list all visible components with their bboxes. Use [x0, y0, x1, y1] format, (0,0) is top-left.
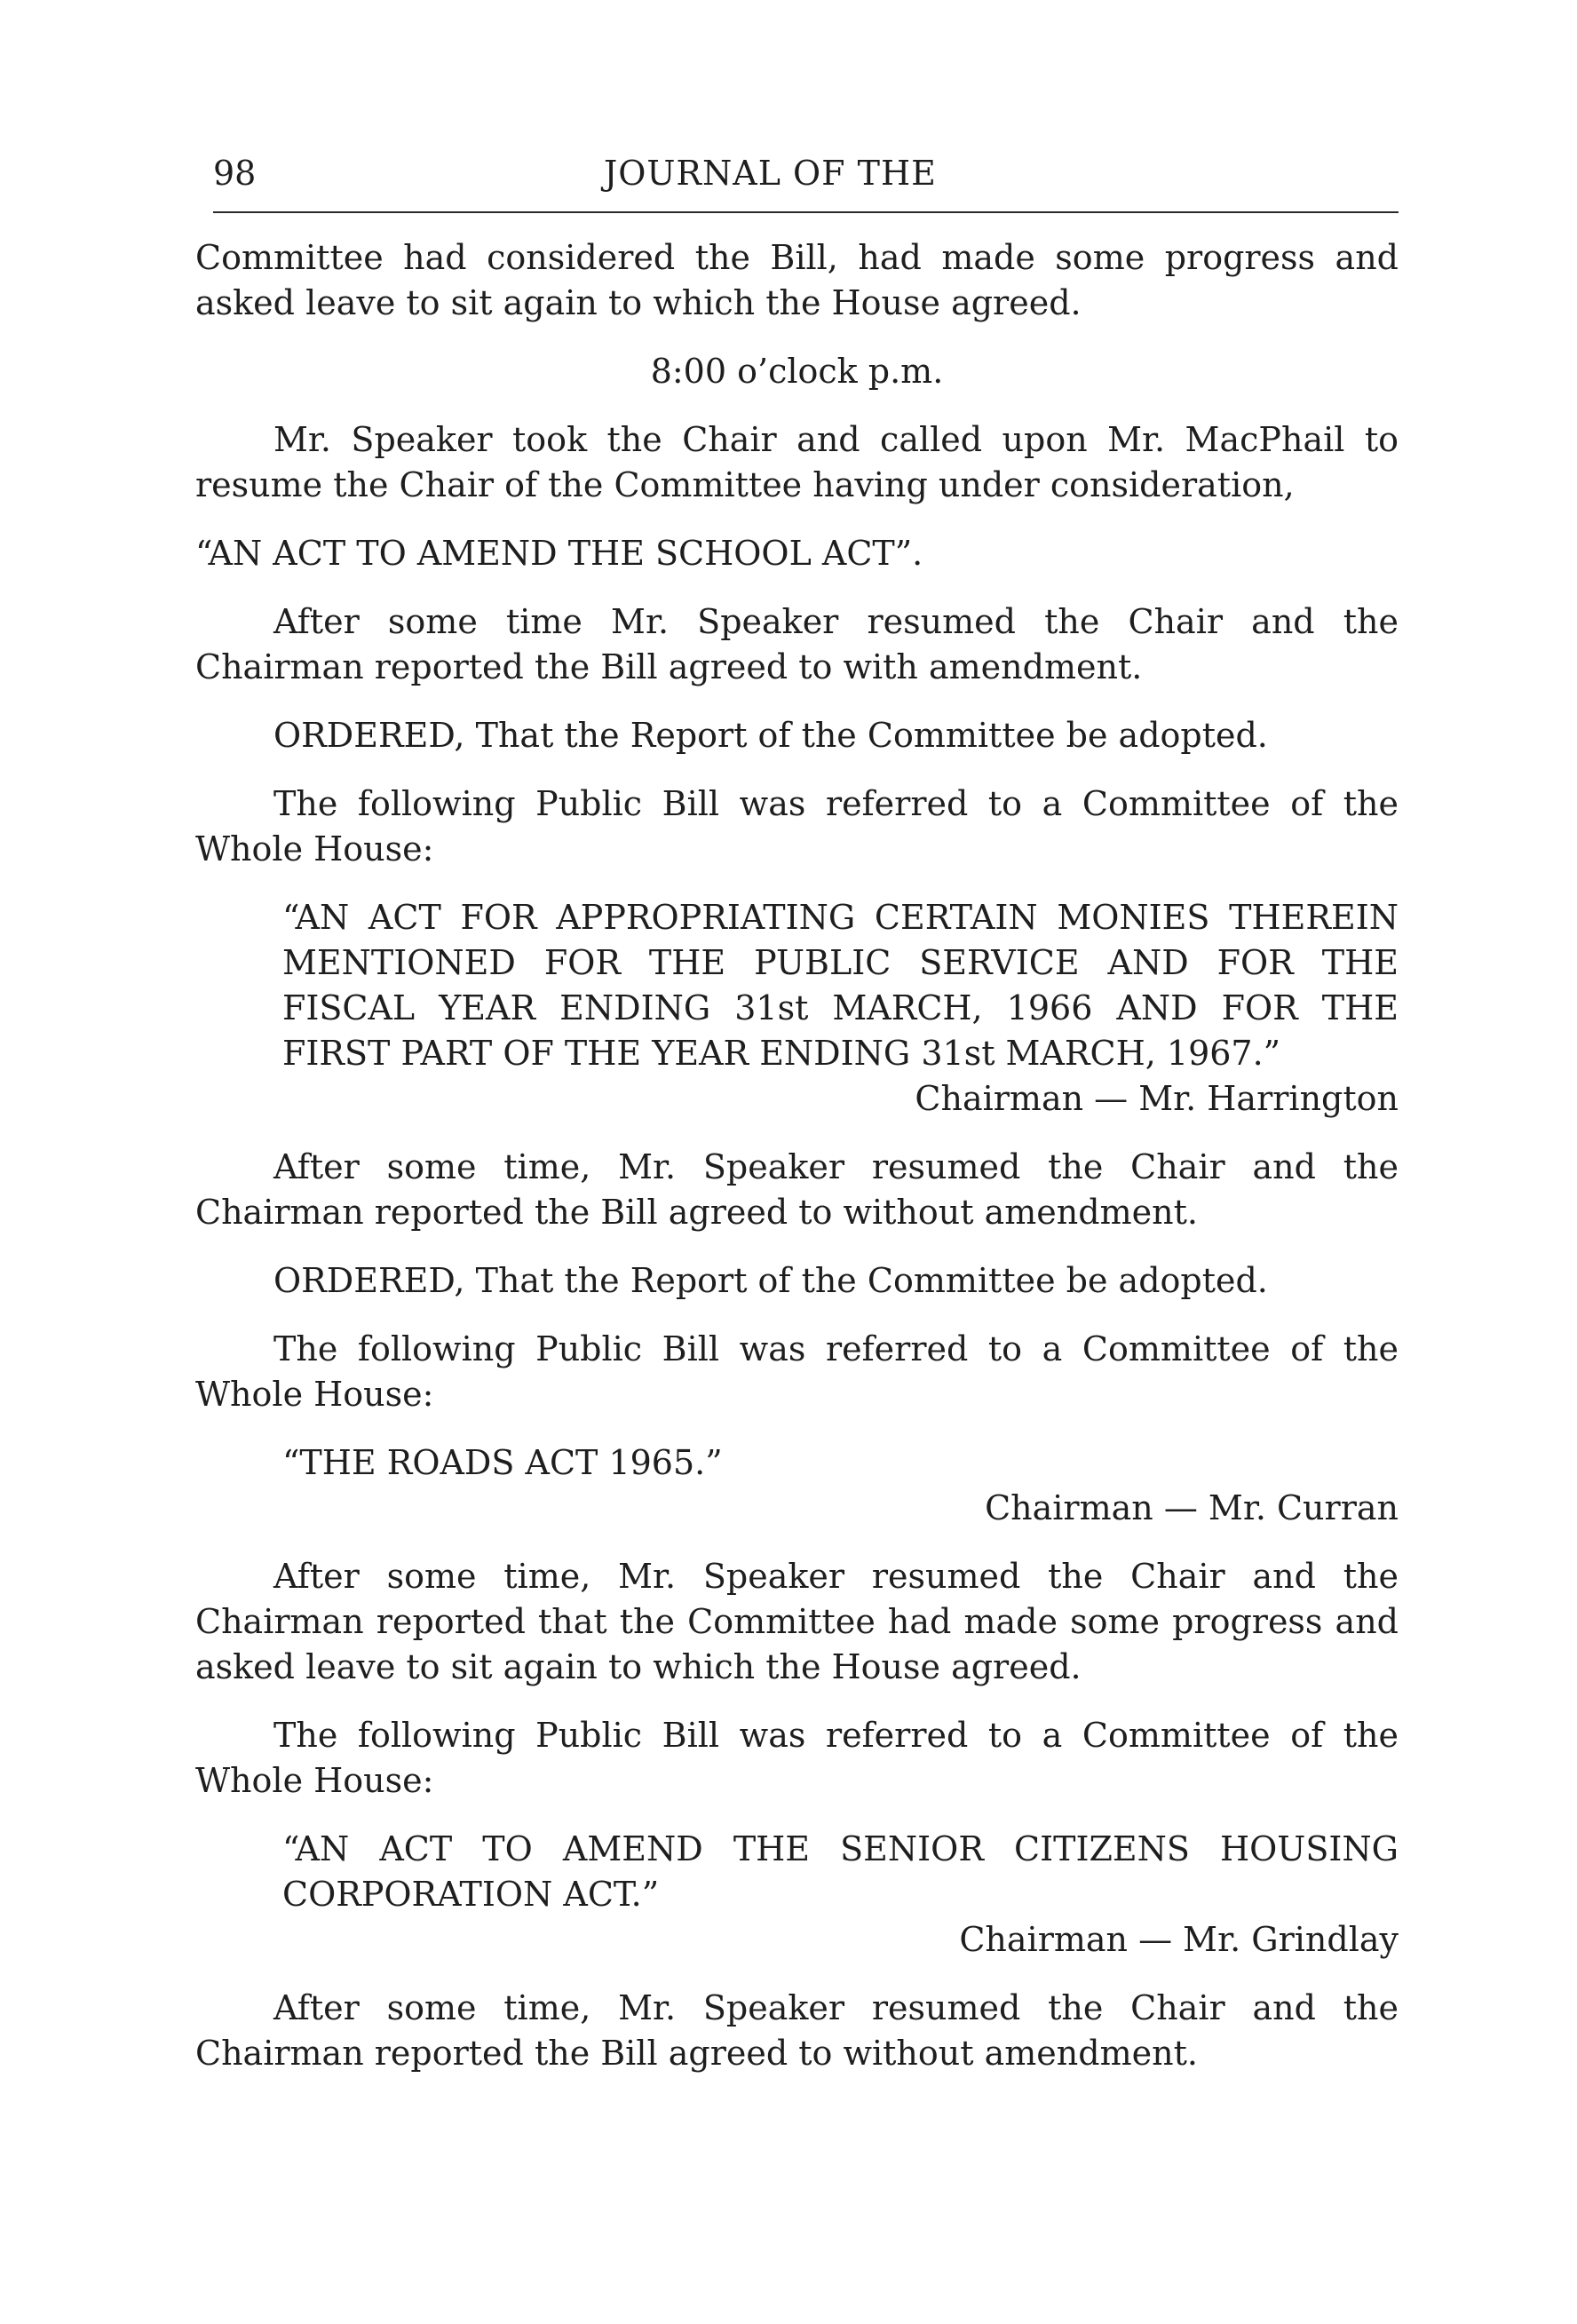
- paragraph: After some time, Mr. Speaker resumed the Chair and the Chairman reported the Bill agreed to without amendment.: [195, 1147, 1399, 1232]
- paragraph: After some time, Mr. Speaker resumed the Chair and the Chairman reported that the Committee had made some progress and asked leave to sit again to which the House agreed.: [195, 1557, 1399, 1686]
- journal-page: [186, 142, 1399, 2073]
- bill-title: “AN ACT FOR APPROPRIATING CERTAIN MONIES THEREIN MENTIONED FOR THE PUBLIC SERVICE AND FOR THE FISCAL YEAR ENDING 31st MARCH, 1966 AND FOR THE FIRST PART OF THE YEAR ENDING 31st MARCH, 1967.”: [282, 898, 1399, 1073]
- chairman-line: Chairman — Mr. Harrington: [915, 1079, 1399, 1118]
- bill-title: “AN ACT TO AMEND THE SENIOR CITIZENS HOUSING CORPORATION ACT.”: [282, 1829, 1399, 1914]
- journal-body: [186, 235, 1399, 2076]
- paragraph: After some time Mr. Speaker resumed the Chair and the Chairman reported the Bill agreed to with amendment.: [195, 602, 1399, 686]
- time-heading: 8:00 o’clock p.m.: [650, 352, 944, 391]
- paragraph: Committee had considered the Bill, had made some progress and asked leave to sit again to which the House agreed.: [195, 238, 1399, 322]
- paragraph: Mr. Speaker took the Chair and called upon Mr. MacPhail to resume the Chair of the Committee having under consideration,: [195, 420, 1399, 504]
- page-number: 98: [213, 154, 257, 193]
- chairman-line: Chairman — Mr. Curran: [985, 1488, 1399, 1527]
- bill-title: “THE ROADS ACT 1965.”: [282, 1443, 723, 1482]
- chairman-line: Chairman — Mr. Grindlay: [959, 1920, 1399, 1959]
- running-title: JOURNAL OF THE: [604, 154, 937, 193]
- paragraph: The following Public Bill was referred to a Committee of the Whole House:: [195, 784, 1399, 869]
- paragraph: The following Public Bill was referred to a Committee of the Whole House:: [195, 1716, 1399, 1800]
- order-paragraph: ORDERED, That the Report of the Committee be adopted.: [273, 716, 1268, 755]
- header-rule: [213, 211, 1399, 213]
- paragraph: After some time, Mr. Speaker resumed the Chair and the Chairman reported the Bill agreed to without amendment.: [195, 1988, 1399, 2073]
- page-header: [186, 142, 1399, 204]
- bill-title: “AN ACT TO AMEND THE SCHOOL ACT”.: [195, 534, 923, 573]
- order-paragraph: ORDERED, That the Report of the Committee be adopted.: [273, 1261, 1268, 1300]
- paragraph: The following Public Bill was referred to a Committee of the Whole House:: [195, 1329, 1399, 1414]
